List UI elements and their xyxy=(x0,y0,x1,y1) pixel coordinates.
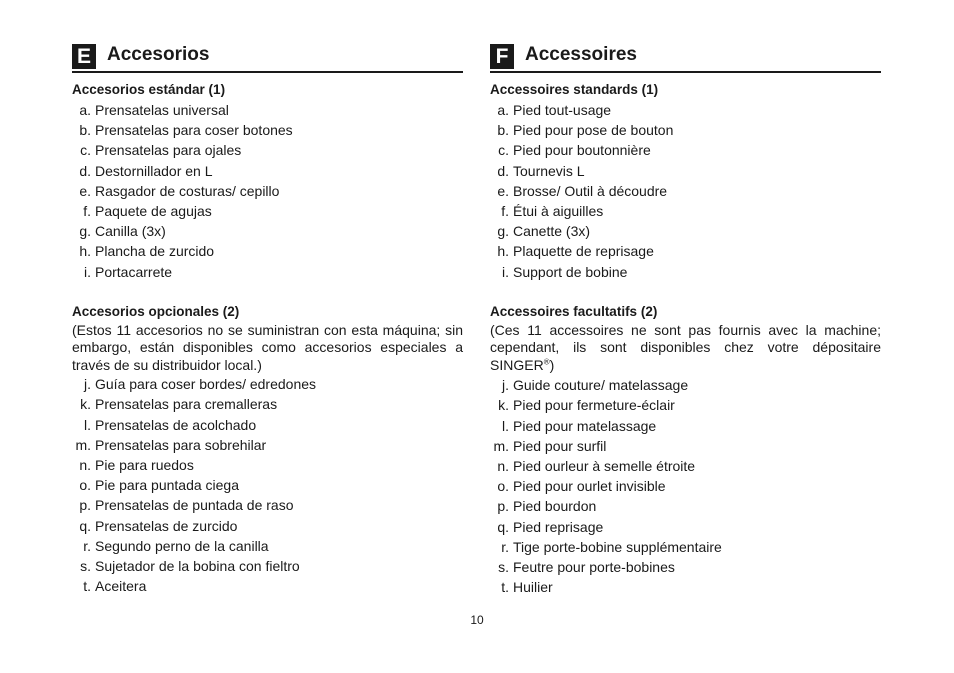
item-text: Rasgador de costuras/ cepillo xyxy=(95,182,280,199)
item-marker: n. xyxy=(497,457,509,474)
item-text: Huilier xyxy=(513,579,553,596)
item-text: Pie para ruedos xyxy=(95,456,194,473)
list-item xyxy=(72,181,463,201)
item-text: Portacarrete xyxy=(95,263,173,280)
item-text: Prensatelas para cremalleras xyxy=(95,396,278,413)
list-item xyxy=(72,576,463,596)
list-item xyxy=(490,416,881,436)
item-text: Prensatelas para sobrehilar xyxy=(95,436,267,453)
item-marker: k. xyxy=(80,396,91,413)
item-marker: a. xyxy=(497,102,509,118)
item-text: Destornillador en L xyxy=(95,162,213,179)
item-marker: o. xyxy=(79,477,91,494)
language-badge-e: E xyxy=(72,44,96,69)
item-marker: c. xyxy=(80,142,91,159)
section-title: Accessoires xyxy=(525,44,637,65)
item-text: Tige porte-bobine supplémentaire xyxy=(513,538,722,555)
item-marker: n. xyxy=(79,456,91,473)
item-marker: g. xyxy=(79,223,91,240)
list-item xyxy=(72,415,463,435)
list-item xyxy=(72,140,463,160)
item-text: Canette (3x) xyxy=(513,223,591,240)
item-text: Prensatelas de zurcido xyxy=(95,517,238,534)
list-item xyxy=(72,241,463,261)
item-marker: s. xyxy=(80,557,91,574)
item-marker: b. xyxy=(497,122,509,139)
item-text: Prensatelas de acolchado xyxy=(95,416,257,433)
item-marker: m. xyxy=(75,436,91,453)
item-text: Aceitera xyxy=(95,578,147,595)
optional-accessories-list xyxy=(72,374,463,596)
item-text: Pied pour ourlet invisible xyxy=(513,478,666,495)
list-item xyxy=(490,577,881,597)
item-marker: k. xyxy=(498,397,509,414)
item-text: Pied reprisage xyxy=(513,518,604,535)
item-text: Pied pour boutonnière xyxy=(513,142,651,159)
list-item xyxy=(72,161,463,181)
spanish-header xyxy=(72,44,463,73)
item-text: Brosse/ Outil à découdre xyxy=(513,182,668,199)
list-item xyxy=(490,517,881,537)
french-header xyxy=(490,44,881,73)
item-text: Paquete de agujas xyxy=(95,202,212,219)
list-item xyxy=(490,436,881,456)
item-text: Pied pour surfil xyxy=(513,437,607,454)
item-marker: t. xyxy=(83,578,91,595)
item-text: Pied bourdon xyxy=(513,498,597,515)
list-item xyxy=(72,120,463,140)
item-text: Étui à aiguilles xyxy=(513,202,604,219)
list-item xyxy=(72,556,463,576)
list-item xyxy=(72,455,463,475)
spanish-section xyxy=(72,44,463,596)
list-item xyxy=(72,221,463,241)
list-item xyxy=(72,201,463,221)
standard-accessories-heading: Accesorios estándar (1) xyxy=(72,82,226,97)
item-marker: p. xyxy=(497,498,509,515)
item-marker: e. xyxy=(497,182,509,199)
standard-accessories-list xyxy=(490,100,881,282)
item-text: Guía para coser bordes/ edredones xyxy=(95,376,317,393)
list-item xyxy=(490,100,881,120)
item-marker: j. xyxy=(84,376,91,393)
item-marker: q. xyxy=(497,518,509,535)
item-marker: h. xyxy=(497,243,509,260)
item-text: Pied ourleur à semelle étroite xyxy=(513,457,696,474)
item-marker: d. xyxy=(79,162,91,179)
item-marker: g. xyxy=(497,223,509,240)
item-marker: f. xyxy=(501,202,509,219)
list-item xyxy=(72,394,463,414)
list-item xyxy=(490,161,881,181)
item-marker: h. xyxy=(79,243,91,260)
item-text: Tournevis L xyxy=(513,162,585,179)
item-marker: d. xyxy=(497,162,509,179)
item-text: Pie para puntada ciega xyxy=(95,477,239,494)
item-marker: t. xyxy=(501,579,509,596)
item-marker: p. xyxy=(79,497,91,514)
list-item xyxy=(490,181,881,201)
item-marker: m. xyxy=(493,437,509,454)
item-text: Guide couture/ matelassage xyxy=(513,377,689,394)
list-item xyxy=(72,475,463,495)
item-text: Support de bobine xyxy=(513,263,628,280)
standard-accessories-heading: Accessoires standards (1) xyxy=(490,82,659,97)
list-item xyxy=(490,120,881,140)
list-item xyxy=(490,221,881,241)
optional-accessories-note-line xyxy=(490,357,881,375)
item-text: Segundo perno de la canilla xyxy=(95,537,269,554)
optional-accessories-heading: Accesorios opcionales (2) xyxy=(72,303,240,319)
item-marker: l. xyxy=(84,416,91,433)
list-item xyxy=(490,375,881,395)
item-marker: a. xyxy=(79,102,91,118)
brand-name: SINGER xyxy=(490,356,544,373)
item-text: Plancha de zurcido xyxy=(95,243,215,260)
registered-mark: ® xyxy=(543,357,550,367)
item-text: Feutre pour porte-bobines xyxy=(513,558,675,575)
list-item xyxy=(72,495,463,515)
item-marker: j. xyxy=(502,377,509,394)
standard-accessories-list xyxy=(72,100,463,282)
page-number: 10 xyxy=(470,613,484,627)
optional-accessories-note-line: cependant, ils sont disponibles chez votre dépositaire xyxy=(490,339,881,356)
item-marker: b. xyxy=(79,122,91,139)
item-marker: e. xyxy=(79,182,91,199)
french-section xyxy=(490,44,881,597)
list-item xyxy=(72,100,463,120)
item-text: Prensatelas para ojales xyxy=(95,142,242,159)
language-badge-f: F xyxy=(490,44,514,69)
item-text: Pied pour pose de bouton xyxy=(513,122,674,139)
item-text: Prensatelas de puntada de raso xyxy=(95,497,294,514)
item-marker: f. xyxy=(83,202,91,219)
list-item xyxy=(490,476,881,496)
item-text: Pied pour fermeture-éclair xyxy=(513,397,675,414)
item-text: Sujetador de la bobina con fieltro xyxy=(95,557,300,574)
optional-accessories-note: (Estos 11 accesorios no se suministran con esta máquina; sin embargo, están disponibles como accesorios especiales a través de su distribuidor local.) xyxy=(72,321,463,373)
list-item xyxy=(490,201,881,221)
optional-accessories-note-line: (Ces 11 accessoires ne sont pas fournis avec la machine; xyxy=(490,321,881,338)
list-item xyxy=(490,537,881,557)
item-marker: l. xyxy=(502,417,509,434)
item-marker: c. xyxy=(498,142,509,159)
list-item xyxy=(490,456,881,476)
list-item xyxy=(490,140,881,160)
list-item xyxy=(72,435,463,455)
optional-accessories-heading: Accessoires facultatifs (2) xyxy=(490,303,658,319)
item-text: Pied tout-usage xyxy=(513,102,612,118)
list-item xyxy=(72,516,463,536)
list-item xyxy=(72,262,463,282)
list-item xyxy=(490,557,881,577)
list-item xyxy=(72,536,463,556)
list-item xyxy=(72,374,463,394)
list-item xyxy=(490,262,881,282)
closing-paren: ) xyxy=(549,356,555,373)
item-marker: s. xyxy=(498,558,509,575)
list-item xyxy=(490,395,881,415)
item-marker: i. xyxy=(84,263,91,280)
item-marker: o. xyxy=(497,478,509,495)
item-text: Canilla (3x) xyxy=(95,223,166,240)
item-marker: r. xyxy=(501,538,509,555)
item-marker: i. xyxy=(502,263,509,280)
item-marker: q. xyxy=(79,517,91,534)
list-item xyxy=(490,496,881,516)
optional-accessories-list xyxy=(490,375,881,597)
item-text: Pied pour matelassage xyxy=(513,417,657,434)
item-marker: r. xyxy=(83,537,91,554)
item-text: Prensatelas para coser botones xyxy=(95,122,293,139)
item-text: Plaquette de reprisage xyxy=(513,243,654,260)
list-item xyxy=(490,241,881,261)
item-text: Prensatelas universal xyxy=(95,102,229,118)
section-title: Accesorios xyxy=(107,44,210,65)
